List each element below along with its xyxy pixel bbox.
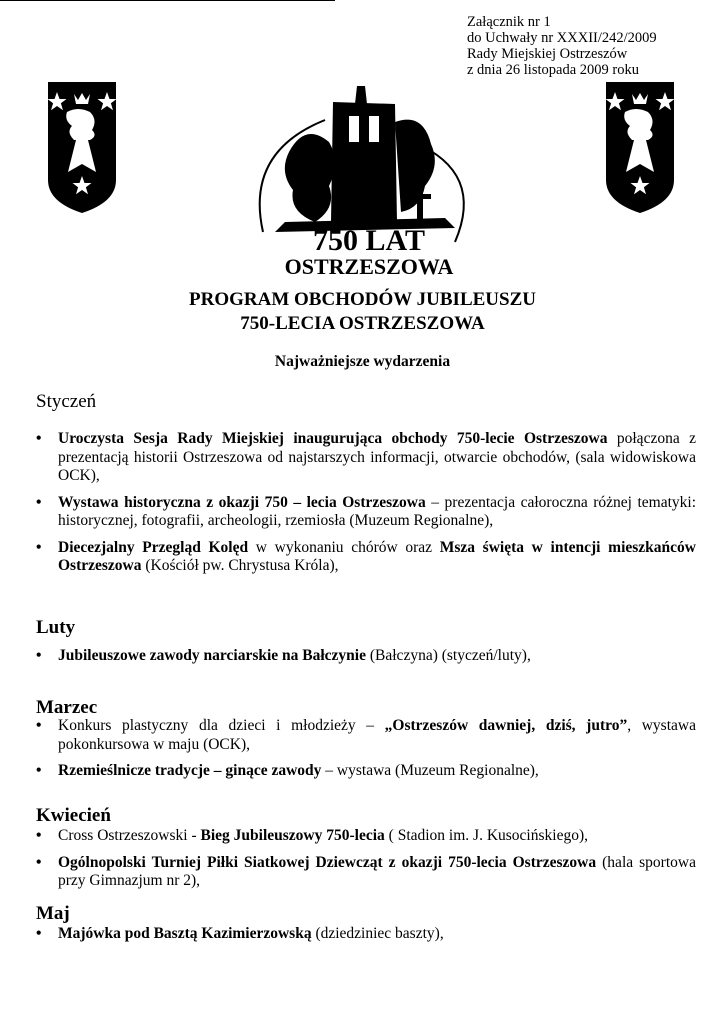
- attachment-line: z dnia 26 listopada 2009 roku: [467, 62, 639, 78]
- february-events: [36, 647, 696, 674]
- event-name: Rzemieślnicze tradycje – ginące zawody: [58, 762, 322, 779]
- logo-years: 750 LAT: [313, 224, 425, 257]
- event-details: (hala sportowa przy Gimnazjum nr 2),: [58, 853, 696, 889]
- event-details: ( Stadion im. J. Kusocińskiego),: [384, 827, 588, 844]
- month-heading-april: Kwiecień: [36, 805, 111, 826]
- page-subtitle: Najważniejsze wydarzenia: [274, 353, 451, 370]
- month-heading-january: Styczeń: [36, 391, 97, 412]
- event-details: – prezentacja całoroczna różnej tematyki: historycznej, fotografii, archeologii, rzemiosła (Muzeum Regionalne),: [58, 493, 697, 529]
- attachment-header: [467, 14, 657, 78]
- event-details: Cross Ostrzeszowski -: [58, 827, 201, 844]
- attachment-line: do Uchwały nr XXXII/242/2009: [467, 30, 657, 46]
- coat-of-arms-right: [604, 80, 676, 214]
- event-name: „Ostrzeszów dawniej, dziś, jutro”: [384, 717, 628, 734]
- event-name: Diecezjalny Przegląd Kolęd: [58, 538, 249, 556]
- event-name: Uroczysta Sesja Rady Miejskiej inaugurująca obchody 750-lecie Ostrzeszowa: [58, 430, 608, 447]
- april-events: [36, 827, 696, 899]
- event-details: (Kościół pw. Chrystusa Króla),: [141, 557, 339, 574]
- list-item: [36, 430, 696, 486]
- list-item: [36, 647, 696, 666]
- month-heading-february: Luty: [36, 617, 76, 638]
- event-details: w wykonaniu chórów oraz: [248, 538, 440, 556]
- event-details: połączona z prezentacją historii Ostrzeszowa od najstarszych informacji, otwarcie obchodów, (sala widowiskowa OCK),: [58, 430, 696, 484]
- logo-town: OSTRZESZOWA: [284, 254, 454, 279]
- list-item: [36, 494, 696, 531]
- page-title: [0, 288, 725, 336]
- list-item: [36, 854, 696, 891]
- january-events: [36, 430, 696, 584]
- attachment-line: Załącznik nr 1: [467, 14, 551, 30]
- jubilee-logo: [245, 82, 485, 292]
- list-item: [36, 827, 696, 846]
- coat-of-arms-left: [46, 80, 118, 214]
- event-details: , wystawa pokonkursowa w maju (OCK),: [58, 717, 696, 753]
- event-details: – wystawa (Muzeum Regionalne),: [321, 762, 539, 779]
- event-details: (Bałczyna) (styczeń/luty),: [366, 647, 531, 664]
- list-item: [36, 539, 696, 576]
- list-item: [36, 762, 696, 781]
- title-line: PROGRAM OBCHODÓW JUBILEUSZU: [189, 289, 536, 310]
- may-events: [36, 925, 696, 952]
- list-item: [36, 717, 696, 754]
- month-heading-march: Marzec: [36, 697, 98, 718]
- event-name: Msza święta w intencji mieszkańców Ostrzeszowa: [58, 538, 696, 574]
- month-heading-may: Maj: [36, 903, 70, 924]
- event-name: Jubileuszowe zawody narciarskie na Bałczynie: [58, 647, 366, 664]
- event-details: (dziedziniec baszty),: [311, 925, 444, 942]
- march-events: [36, 717, 696, 789]
- title-line: 750-LECIA OSTRZESZOWA: [240, 313, 485, 334]
- event-name: Wystawa historyczna z okazji 750 – lecia Ostrzeszowa: [58, 493, 426, 511]
- attachment-line: Rady Miejskiej Ostrzeszów: [467, 46, 628, 62]
- event-details: Konkurs plastyczny dla dzieci i młodzieży –: [58, 717, 385, 734]
- top-rule: [0, 0, 335, 1]
- event-name: Majówka pod Basztą Kazimierzowską: [58, 925, 312, 942]
- list-item: [36, 925, 696, 944]
- event-name: Bieg Jubileuszowy 750-lecia: [200, 827, 385, 844]
- event-name: Ogólnopolski Turniej Piłki Siatkowej Dziewcząt z okazji 750-lecia Ostrzeszowa: [58, 853, 597, 871]
